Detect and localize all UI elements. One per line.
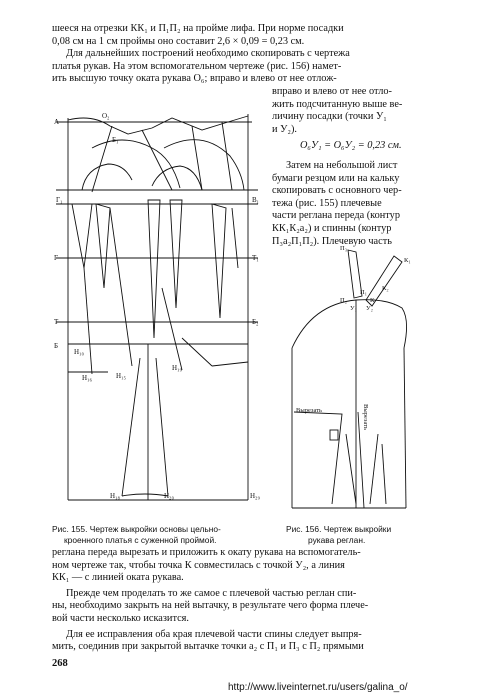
text-line: 0,08 см на 1 см проймы оно составит 2,6 × 0,09 = 0,23 см. (52, 35, 305, 47)
text-line: ном чертеже так, чтобы точка К совместилась с точкой У₂, а линия (52, 559, 345, 571)
top-paragraph (52, 23, 444, 73)
figure-156-raglan-sleeve (282, 244, 444, 520)
label-H16: Н₁₆ (82, 374, 92, 382)
label-cut-left: Вырезать (296, 407, 323, 414)
text-line: личину посадки (точки У₁ (272, 111, 387, 123)
label-H15: Н₁₅ (116, 372, 126, 380)
label-K2: К₂ (382, 285, 389, 292)
label-K1: К₁ (404, 257, 411, 264)
label-H18: Н₁₈ (110, 492, 120, 500)
label-B1: Б₁ (112, 136, 119, 144)
top-paragraph-line5 (52, 73, 337, 86)
label-K: К (370, 297, 375, 304)
caption-line: Рис. 155. Чертеж выкройки основы цельно- (52, 524, 221, 534)
text-line: Для ее исправления оба края плечевой части спины следует выпря- (66, 628, 362, 640)
figure-156-caption (286, 524, 446, 545)
label-U2: У₂ (366, 305, 373, 312)
text-line: бумаги резцом или на кальку (272, 172, 400, 184)
caption-line: Рис. 156. Чертеж выкройки (286, 524, 392, 534)
text-line: Прежде чем проделать то же самое с плечевой частью реглан спи- (66, 587, 357, 599)
label-O2: О₂ (102, 112, 110, 120)
figure-155-bodice-pattern (52, 108, 270, 520)
text-line: Затем на небольшой лист (286, 160, 398, 171)
label-U1: У₁ (350, 305, 357, 312)
label-A: A (54, 118, 60, 126)
label-T: Т (54, 318, 59, 326)
formula: О₆У₁ = О₆У₂ = 0,23 см. (300, 140, 402, 151)
caption-line: рукава реглан. (308, 534, 366, 545)
label-T1: Т₁ (252, 254, 259, 262)
text-line: П₃а₂П₁П₂). Плечевую часть (272, 235, 392, 247)
text-line: мить, соединив при закрытой вытачке точки а₂ с П₁ и П₃ с П₂ прямыми (52, 641, 364, 653)
label-H20: Н₂₀ (164, 492, 174, 500)
text-line: шееся на отрезки КК₁ и П₁П₂ на пройме лифа. При норме посадки (52, 23, 344, 34)
bottom-paragraphs (52, 547, 444, 654)
text-line: тежа (рис. 155) плечевые (272, 197, 382, 209)
text-line: и У₂). (272, 123, 297, 135)
figure-155-caption (52, 524, 272, 545)
label-H19: Н₁₉ (172, 364, 182, 372)
label-H10: Н₁₀ (74, 348, 84, 356)
text-line: ить высшую точку оката рукава О₆; вправо и влево от нее отлож- (52, 73, 337, 84)
caption-line: кроенного платья с суженной проймой. (64, 534, 217, 545)
text-line: части реглана переда (контур (272, 210, 400, 222)
right-column-text-2 (272, 160, 444, 248)
text-line: жить подсчитанную выше ве- (272, 98, 403, 110)
label-G1: Г₁ (56, 196, 63, 204)
text-line: платья рукав. На этом вспомогательном чертеже (рис. 156) намет- (52, 60, 342, 72)
text-line: вправо и влево от нее отло- (272, 86, 392, 97)
label-cut-right: Вырезать (362, 404, 369, 431)
text-line: КК₁К₂а₂) и спинны (контур (272, 222, 392, 234)
text-line: ны, необходимо закрыть на ней вытачку, в результате чего форма плече- (52, 600, 369, 612)
label-G: Г (54, 254, 59, 262)
label-P1: П₁ (360, 289, 367, 296)
label-P3: П₃ (340, 245, 347, 252)
label-V1: В₁ (252, 196, 260, 204)
watermark-link[interactable]: http://www.liveinternet.ru/users/galina_o/ (228, 682, 408, 693)
text-line: реглана переда вырезать и приложить к окату рукава на вспомогатель- (52, 547, 361, 558)
label-P2: П₂ (340, 297, 347, 304)
right-column-text (272, 86, 444, 136)
label-B2: Б₂ (252, 318, 259, 326)
label-B: Б (54, 342, 59, 350)
text-line: КК₁ — с линией оката рукава. (52, 572, 184, 584)
text-line: Для дальнейших построений необходимо скопировать с чертежа (66, 48, 350, 60)
text-line: скопировать с основного чер- (272, 185, 402, 197)
label-H29: Н₂₉ (250, 492, 260, 500)
page-number: 268 (52, 658, 68, 669)
text-line: вой части несколько исказится. (52, 612, 189, 624)
